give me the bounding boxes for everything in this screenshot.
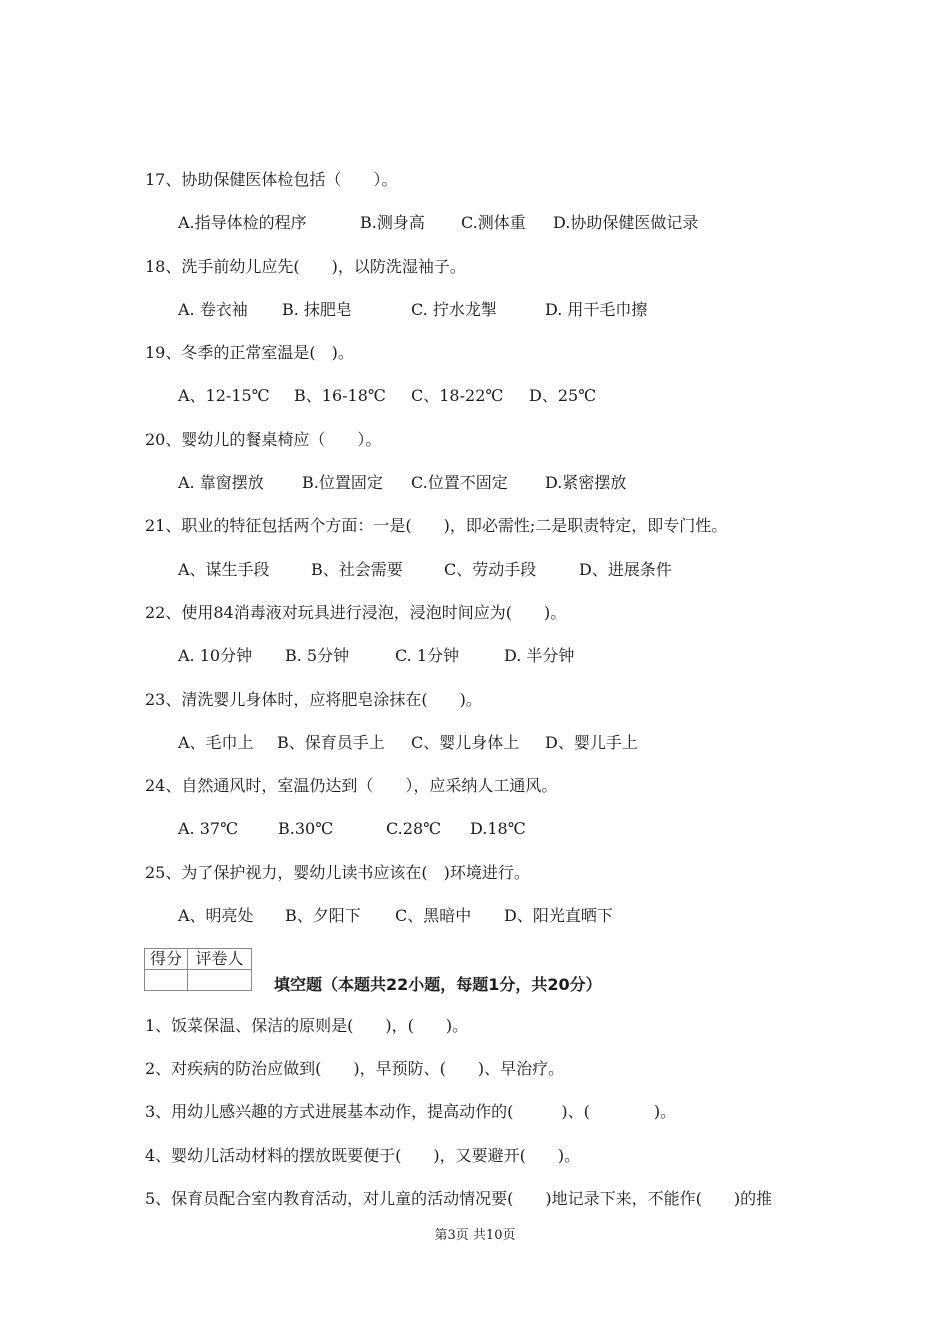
option-c: C、劳动手段	[444, 560, 537, 579]
fill-blank-2: 2、对疾病的防治应做到( )，早预防、( )、早治疗。	[145, 1059, 565, 1078]
option-a: A. 10分钟	[178, 646, 253, 665]
section-title: 填空题（本题共22小题，每题1分，共20分）	[274, 975, 602, 994]
fill-blank-3: 3、用幼儿感兴趣的方式进展基本动作，提高动作的( )、( )。	[145, 1102, 677, 1121]
option-d: D、阳光直晒下	[504, 906, 613, 925]
option-b: B、夕阳下	[285, 906, 361, 925]
option-b: B.测身高	[360, 213, 425, 232]
option-b: B.位置固定	[302, 473, 383, 492]
option-d: D、进展条件	[579, 560, 672, 579]
option-b: B. 5分钟	[285, 646, 350, 665]
option-d: D、婴儿手上	[545, 733, 638, 752]
option-b: B、16-18℃	[294, 386, 386, 405]
option-b: B、社会需要	[311, 560, 403, 579]
option-c: C、18-22℃	[411, 386, 504, 405]
question-text: 19、冬季的正常室温是( )。	[145, 343, 354, 362]
grader-header: 评卷人	[188, 949, 252, 970]
grader-cell	[188, 970, 252, 991]
question-text: 21、职业的特征包括两个方面：一是( )，即必需性;二是职责特定，即专门性。	[145, 516, 728, 535]
score-table	[144, 948, 252, 991]
option-a: A. 靠窗摆放	[178, 473, 264, 492]
option-a: A、12-15℃	[178, 386, 270, 405]
option-d: D. 半分钟	[504, 646, 575, 665]
fill-blank-4: 4、婴幼儿活动材料的摆放既要便于( )，又要避开( )。	[145, 1146, 581, 1165]
question-text: 17、协助保健医体检包括（ ）。	[145, 170, 398, 189]
score-cell	[145, 970, 188, 991]
option-c: C.测体重	[461, 213, 526, 232]
fill-blank-1: 1、饭菜保温、保洁的原则是( )，( )。	[145, 1016, 469, 1035]
question-text: 25、为了保护视力，婴幼儿读书应该在( )环境进行。	[145, 863, 530, 882]
option-a: A、明亮处	[178, 906, 254, 925]
score-header: 得分	[145, 949, 188, 970]
option-a: A、毛巾上	[178, 733, 254, 752]
fill-blank-5: 5、保育员配合室内教育活动，对儿童的活动情况要( )地记录下来，不能作( )的推	[145, 1189, 773, 1208]
option-b: B. 抹肥皂	[282, 300, 352, 319]
option-c: C、婴儿身体上	[411, 733, 520, 752]
option-d: D.紧密摆放	[545, 473, 627, 492]
option-b: B、保育员手上	[277, 733, 385, 752]
option-d: D、25℃	[529, 386, 597, 405]
option-c: C、黑暗中	[395, 906, 472, 925]
option-b: B.30℃	[278, 819, 334, 838]
option-d: D.18℃	[470, 819, 526, 838]
question-text: 23、清洗婴儿身体时，应将肥皂涂抹在( )。	[145, 690, 482, 709]
option-a: A. 37℃	[178, 819, 238, 838]
option-c: C.位置不固定	[411, 473, 508, 492]
option-c: C. 拧水龙掣	[411, 300, 497, 319]
question-text: 22、使用84消毒液对玩具进行浸泡，浸泡时间应为( )。	[145, 603, 567, 622]
question-text: 20、婴幼儿的餐桌椅应（ ）。	[145, 430, 382, 449]
option-a: A. 卷衣袖	[178, 300, 248, 319]
option-a: A.指导体检的程序	[178, 213, 307, 232]
option-c: C. 1分钟	[395, 646, 460, 665]
option-d: D.协助保健医做记录	[553, 213, 699, 232]
question-text: 18、洗手前幼儿应先( )，以防洗湿袖子。	[145, 257, 466, 276]
option-d: D. 用干毛巾擦	[545, 300, 648, 319]
option-a: A、谋生手段	[178, 560, 270, 579]
page-footer: 第3页 共10页	[434, 1228, 516, 1243]
option-c: C.28℃	[386, 819, 442, 838]
question-text: 24、自然通风时，室温仍达到（ ），应采纳人工通风。	[145, 776, 558, 795]
